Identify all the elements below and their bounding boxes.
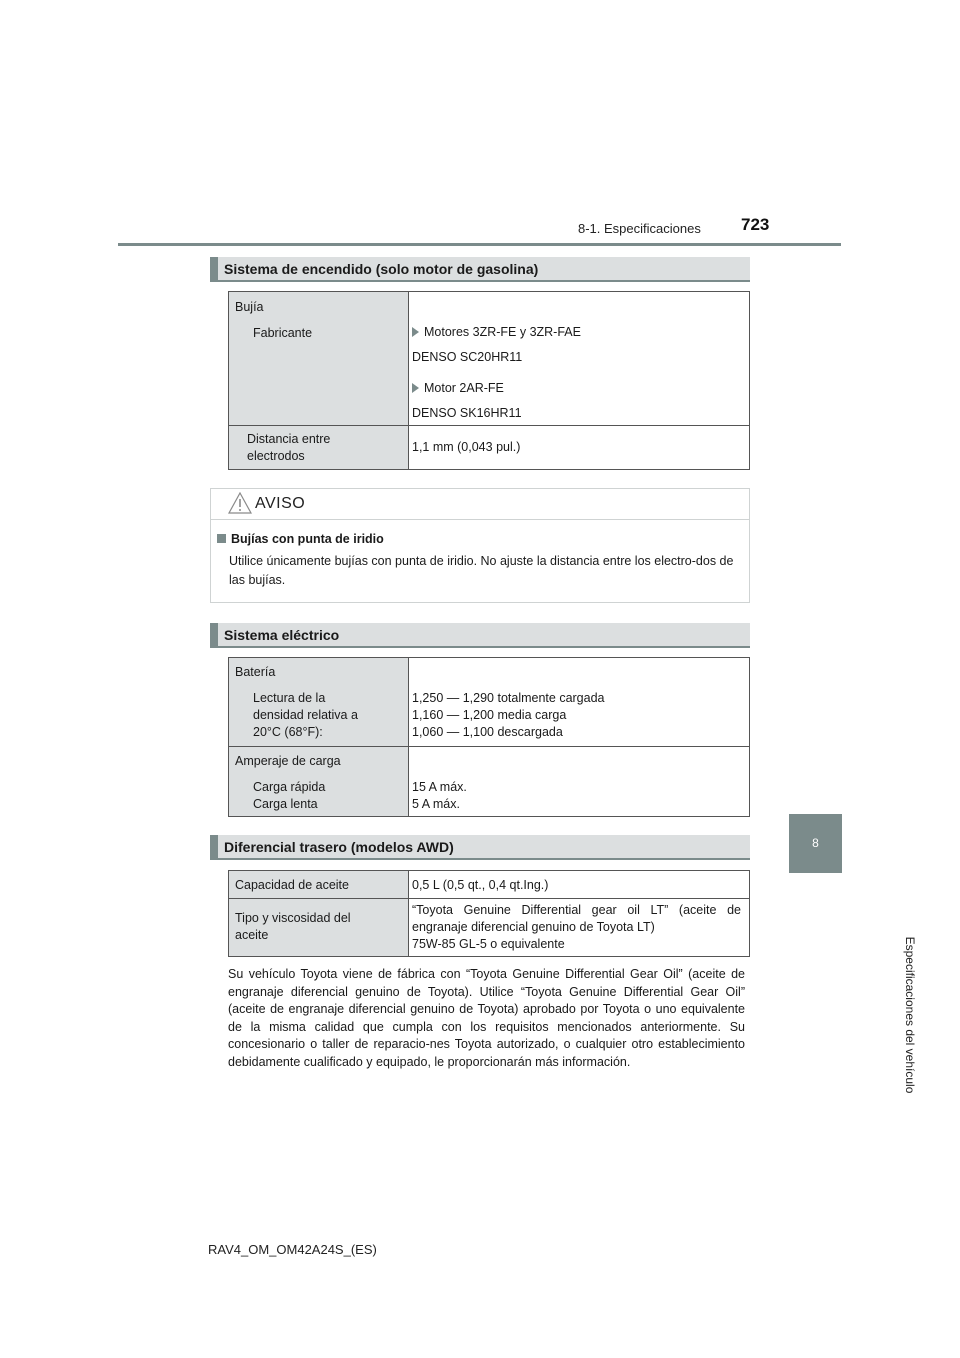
spark-plug-cell xyxy=(229,292,409,426)
electrical-spec-table xyxy=(228,657,750,817)
section-title-ignition-text: Sistema de encendido (solo motor de gasolina) xyxy=(224,261,539,277)
warning-triangle-icon xyxy=(228,492,252,514)
capacity-label: Capacidad de aceite xyxy=(235,878,349,892)
warning-item-text: Utilice únicamente bujías con punta de iridio. No ajuste la distancia entre los electro-dos de las bujías. xyxy=(229,554,734,587)
manufacturer-value-cell xyxy=(409,292,750,426)
document-code: RAV4_OM_OM42A24S_(ES) xyxy=(208,1242,377,1257)
density-half: 1,160 — 1,200 media carga xyxy=(412,708,567,722)
engine-variant-2 xyxy=(412,380,749,397)
chapter-tab-label: Especificaciones del vehículo xyxy=(903,936,917,1094)
differential-oil-note: Su vehículo Toyota viene de fábrica con “Toyota Genuine Differential Gear Oil” (aceite de engranaje diferencial genuino de Toyota). Utilice “Toyota Genuine Differential Gear Oil” (aceite de engranaje diferencial genuino de Toyota) aprobado por Toyota o uno equivalente de la misma calidad que cumpla con los requisitos mencionados anteriormente. Su concesionario o taller de reparacio-nes Toyota autorizado, o cualquier otro establecimiento debidamente cualificado y equipado, le proporcionarán más información. xyxy=(228,967,745,1069)
plug-variant-2: DENSO SK16HR11 xyxy=(412,406,522,420)
amperage-value-cell xyxy=(409,747,750,817)
chapter-tab[interactable]: 8 xyxy=(789,814,842,873)
page-number: 723 xyxy=(741,215,770,234)
quick-charge-label: Carga rápida xyxy=(253,780,326,794)
table-row xyxy=(229,426,750,470)
warning-title: AVISO xyxy=(255,495,306,512)
table-row xyxy=(229,292,750,426)
gap-label-line-2: electrodos xyxy=(247,449,305,463)
section-heading: 8-1. Especificaciones xyxy=(578,221,701,236)
capacity-label-cell xyxy=(229,871,409,899)
density-label-line-2: densidad relativa a xyxy=(253,708,358,722)
density-value-cell xyxy=(409,658,750,747)
warning-item-title-text: Bujías con punta de iridio xyxy=(231,532,384,546)
table-row xyxy=(229,747,750,817)
warning-header xyxy=(211,489,749,520)
capacity-value-cell xyxy=(409,871,750,899)
gap-value: 1,1 mm (0,043 pul.) xyxy=(412,440,521,454)
battery-label: Batería xyxy=(235,665,276,679)
slow-charge-label: Carga lenta xyxy=(253,797,318,811)
oil-type-label-line-2: aceite xyxy=(235,928,269,942)
ignition-spec-table xyxy=(228,291,750,470)
table-row xyxy=(229,658,750,747)
engine-variant-2-text: Motor 2AR-FE xyxy=(424,381,504,395)
density-label-line-3: 20°C (68°F): xyxy=(253,725,323,739)
header-rule xyxy=(118,243,841,246)
density-full: 1,250 — 1,290 totalmente cargada xyxy=(412,691,605,705)
oil-type-label-cell xyxy=(229,899,409,957)
arrow-right-icon xyxy=(412,383,419,393)
engine-variant-1-text: Motores 3ZR-FE y 3ZR-FAE xyxy=(424,325,581,339)
arrow-right-icon xyxy=(412,327,419,337)
table-row xyxy=(229,899,750,957)
differential-spec-table xyxy=(228,870,750,957)
capacity-value: 0,5 L (0,5 qt., 0,4 qt.Ing.) xyxy=(412,878,549,892)
gap-label-cell xyxy=(229,426,409,470)
oil-type-value-cell xyxy=(409,899,750,957)
amperage-label-cell xyxy=(229,747,409,817)
amperage-label: Amperaje de carga xyxy=(235,754,341,768)
section-title-electrical xyxy=(210,623,750,648)
gap-value-cell xyxy=(409,426,750,470)
slow-charge-value: 5 A máx. xyxy=(412,797,460,811)
engine-variant-1 xyxy=(412,324,749,341)
gap-label-line-1: Distancia entre xyxy=(247,432,331,446)
oil-viscosity-value: 75W-85 GL-5 o equivalente xyxy=(412,937,565,951)
quick-charge-value: 15 A máx. xyxy=(412,780,467,794)
square-bullet-icon xyxy=(217,534,226,543)
table-row xyxy=(229,871,750,899)
density-discharged: 1,060 — 1,100 descargada xyxy=(412,725,563,739)
oil-type-value: “Toyota Genuine Differential gear oil LT” (aceite de engranaje diferencial genuino de Toyota LT) xyxy=(412,903,741,934)
warning-item-title xyxy=(217,532,384,546)
warning-box xyxy=(210,488,750,603)
battery-label-cell xyxy=(229,658,409,747)
manufacturer-label: Fabricante xyxy=(253,326,313,340)
section-title-differential-text: Diferencial trasero (modelos AWD) xyxy=(224,839,454,855)
plug-variant-1: DENSO SC20HR11 xyxy=(412,350,523,364)
section-title-differential xyxy=(210,835,750,860)
oil-type-label-line-1: Tipo y viscosidad del xyxy=(235,911,351,925)
section-title-ignition xyxy=(210,257,750,282)
density-label-line-1: Lectura de la xyxy=(253,691,326,705)
spark-plug-label: Bujía xyxy=(235,300,264,314)
section-title-electrical-text: Sistema eléctrico xyxy=(224,627,340,643)
